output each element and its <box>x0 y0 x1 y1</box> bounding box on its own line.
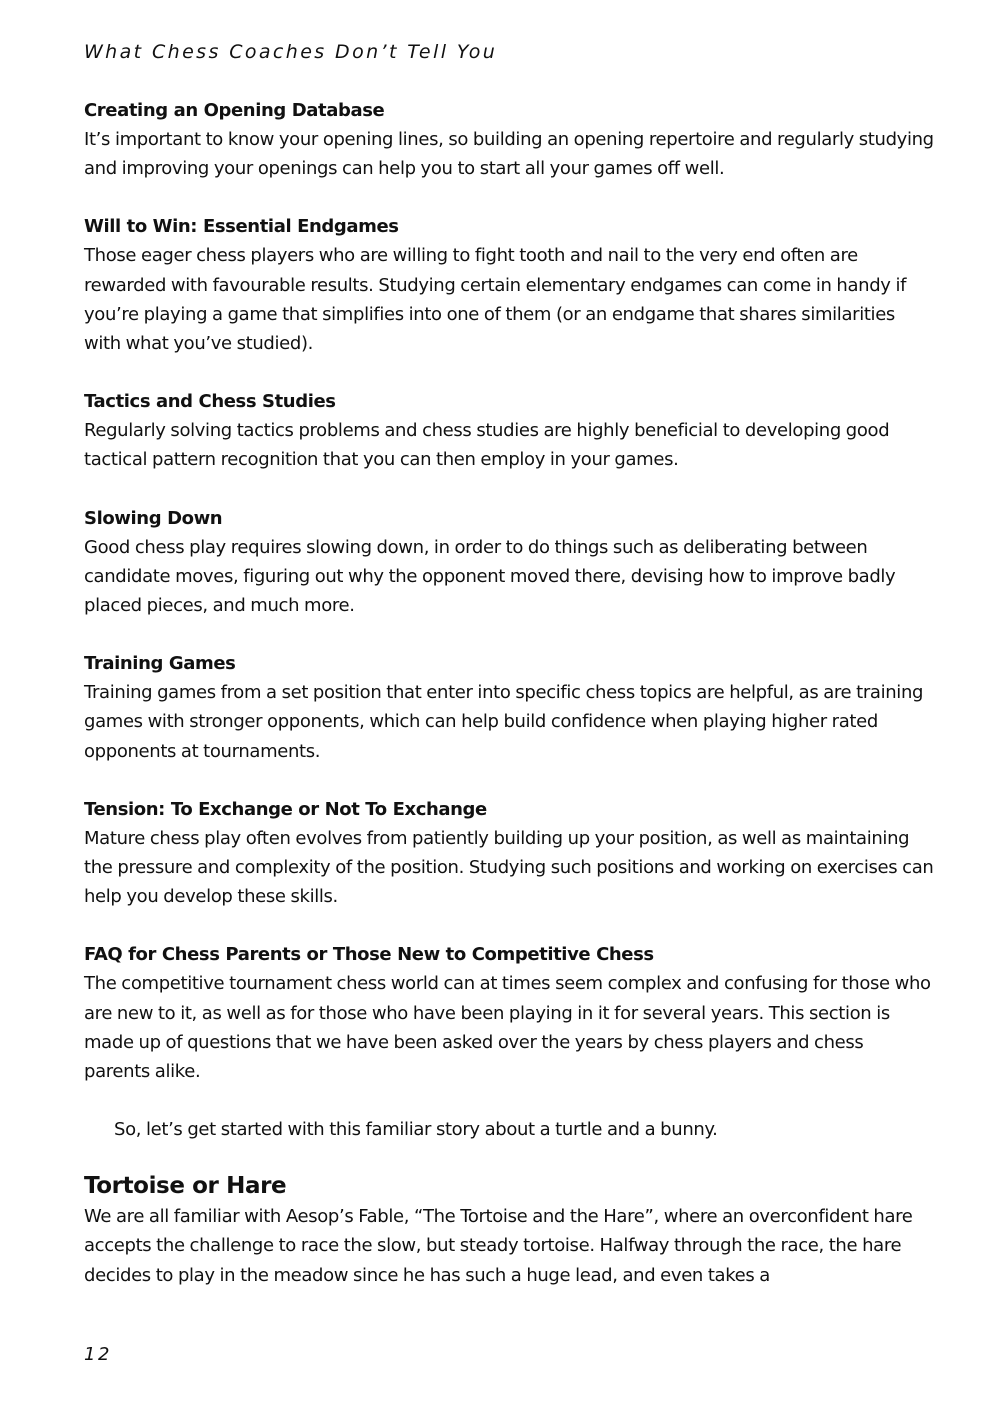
section-heading: Training Games <box>84 653 236 675</box>
page-number: 12 <box>84 1344 113 1365</box>
section-heading: FAQ for Chess Parents or Those New to Competitive Chess <box>84 944 654 966</box>
running-header: What Chess Coaches Don’t Tell You <box>84 41 498 63</box>
chapter-subheading: Tortoise or Hare <box>84 1173 287 1200</box>
section-heading: Creating an Opening Database <box>84 100 385 121</box>
section-body: Regularly solving tactics problems and chess studies are highly beneficial to developing good tactical pattern recognition that you can then employ in your games. <box>84 420 890 471</box>
section-opening-database <box>84 96 934 183</box>
section-tension <box>84 795 934 912</box>
section-body: Those eager chess players who are willing to fight tooth and nail to the very end often are rewarded with favourable results. Studying certain elementary endgames can come in handy if you’re playing a game that simplifies into one of them (or an endgame that shares similarities with what you’ve studied). <box>84 245 907 355</box>
section-training-games <box>84 649 934 766</box>
section-body: Training games from a set position that enter into specific chess topics are helpful, as are training games with stronger opponents, which can help build confidence when playing higher rated opponents at tournaments. <box>84 682 924 762</box>
section-essential-endgames <box>84 212 934 358</box>
section-heading: Tension: To Exchange or Not To Exchange <box>84 798 487 820</box>
section-slowing-down <box>84 504 934 621</box>
section-heading: Will to Win: Essential Endgames <box>84 216 399 238</box>
section-body: The competitive tournament chess world can at times seem complex and confusing for those who are new to it, as well as for those who have been playing in it for several years. This section is made up of questions that we have been asked over the years by chess players and chess parents alike. <box>84 973 931 1083</box>
tortoise-paragraph: We are all familiar with Aesop’s Fable, “The Tortoise and the Hare”, where an overconfident hare accepts the challenge to race the slow, but steady tortoise. Halfway through the race, the hare decides to play in the meadow since he has such a huge lead, and even takes a <box>84 1206 913 1286</box>
section-body: It’s important to know your opening lines, so building an opening repertoire and regularly studying and improving your openings can help you to start all your games off well. <box>84 129 934 180</box>
section-tactics-studies <box>84 387 934 474</box>
section-heading: Slowing Down <box>84 507 223 529</box>
section-body: Mature chess play often evolves from patiently building up your position, as well as maintaining the pressure and complexity of the position. Studying such positions and working on exercises can help you develop these skills. <box>84 827 934 908</box>
section-heading: Tactics and Chess Studies <box>84 391 336 413</box>
page-content <box>84 96 934 1290</box>
section-body: Good chess play requires slowing down, in order to do things such as deliberating between candidate moves, figuring out why the opponent moved there, devising how to improve badly placed pieces, and much more. <box>84 536 896 617</box>
section-faq <box>84 940 934 1086</box>
transition-paragraph: So, let’s get started with this familiar story about a turtle and a bunny. <box>114 1119 718 1141</box>
